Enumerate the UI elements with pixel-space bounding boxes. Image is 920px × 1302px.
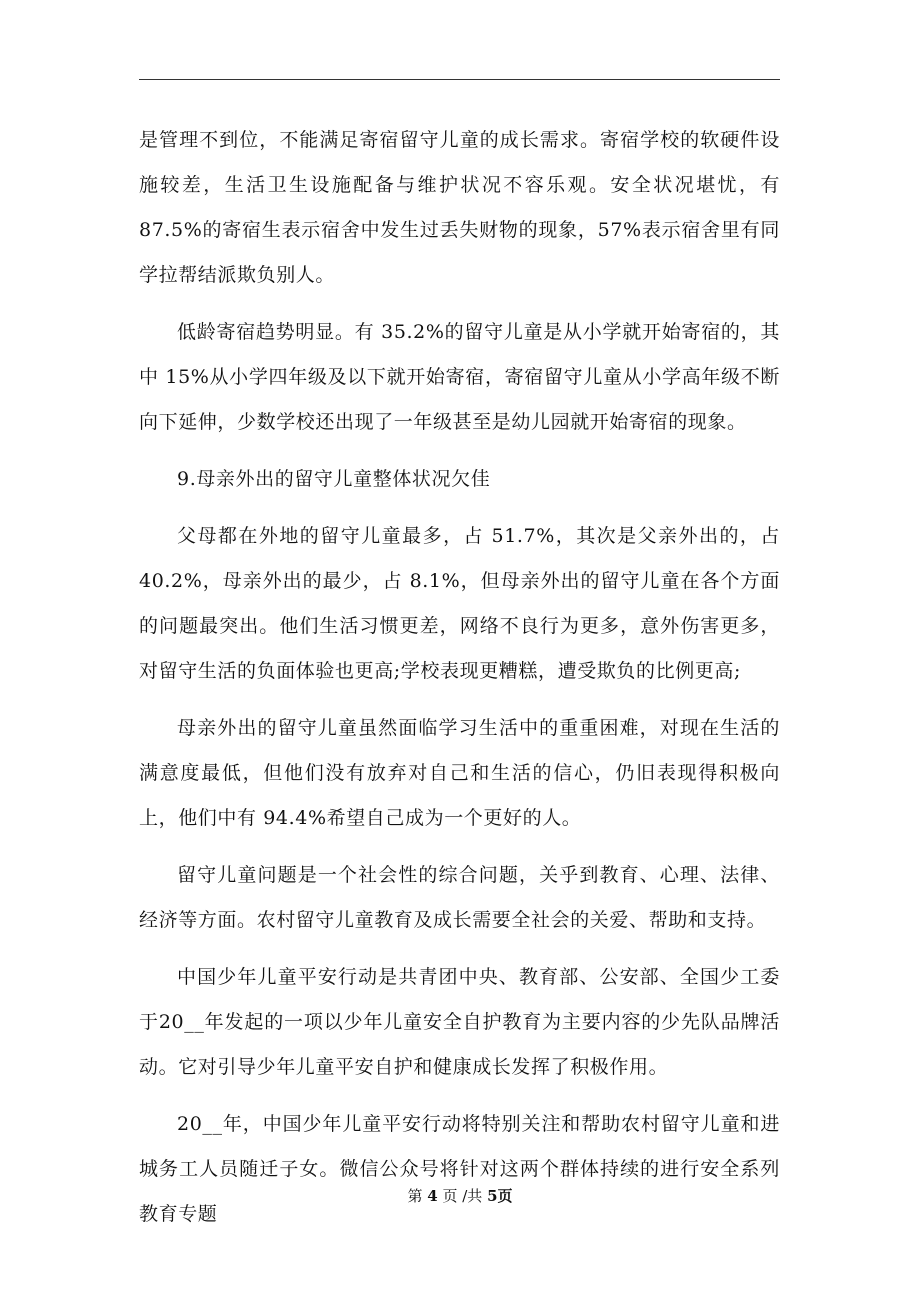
footer-middle: 页 /共: [442, 1187, 483, 1205]
footer-suffix: 页: [497, 1187, 513, 1205]
paragraph-continued: 是管理不到位，不能满足寄宿留守儿童的成长需求。寄宿学校的软硬件设施较差，生活卫生设施配备与维护状况不容乐观。安全状况堪忧，有 87.5%的寄宿生表示宿舍中发生过丢失财物的现象，57%表示宿舍里有同学拉帮结派欺负别人。: [139, 129, 780, 286]
paragraph-boarding-trend: 低龄寄宿趋势明显。有 35.2%的留守儿童是从小学就开始寄宿的，其中 15%从小学四年级及以下就开始寄宿，寄宿留守儿童从小学高年级不断向下延伸，少数学校还出现了一年级甚至是幼儿园就开始寄宿的现象。: [139, 321, 780, 433]
section-heading: 9.母亲外出的留守儿童整体状况欠佳: [177, 468, 491, 490]
footer-total-pages: 5: [487, 1187, 498, 1205]
document-body: [139, 118, 780, 1249]
footer-page-number: 4: [427, 1187, 438, 1205]
paragraph-mother-away: 母亲外出的留守儿童虽然面临学习生活中的重重困难，对现在生活的满意度最低，但他们没有放弃对自己和生活的信心，仍旧表现得积极向上，他们中有 94.4%希望自己成为一个更好的人。: [139, 717, 780, 829]
paragraph-safety-action: 中国少年儿童平安行动是共青团中央、教育部、公安部、全国少工委于20__年发起的一项以少年儿童安全自护教育为主要内容的少先队品牌活动。它对引导少年儿童平安自护和健康成长发挥了积极作用。: [139, 966, 780, 1078]
paragraph-safety-focus: 20__年，中国少年儿童平安行动将特别关注和帮助农村留守儿童和进城务工人员随迁子女。微信公众号将针对这两个群体持续的进行安全系列教育专题: [139, 1113, 780, 1225]
footer-prefix: 第: [407, 1187, 423, 1205]
paragraph-social-issue: 留守儿童问题是一个社会性的综合问题，关乎到教育、心理、法律、经济等方面。农村留守儿童教育及成长需要全社会的关爱、帮助和支持。: [139, 864, 780, 931]
header-rule: [139, 79, 780, 80]
page-footer: [0, 1186, 920, 1206]
paragraph-parents-away: 父母都在外地的留守儿童最多，占 51.7%，其次是父亲外出的，占 40.2%，母亲外出的最少，占 8.1%，但母亲外出的留守儿童在各个方面的问题最突出。他们生活习惯更差，网络不良行为更多，意外伤害更多，对留守生活的负面体验也更高;学校表现更糟糕，遭受欺负的比例更高;: [139, 525, 780, 682]
